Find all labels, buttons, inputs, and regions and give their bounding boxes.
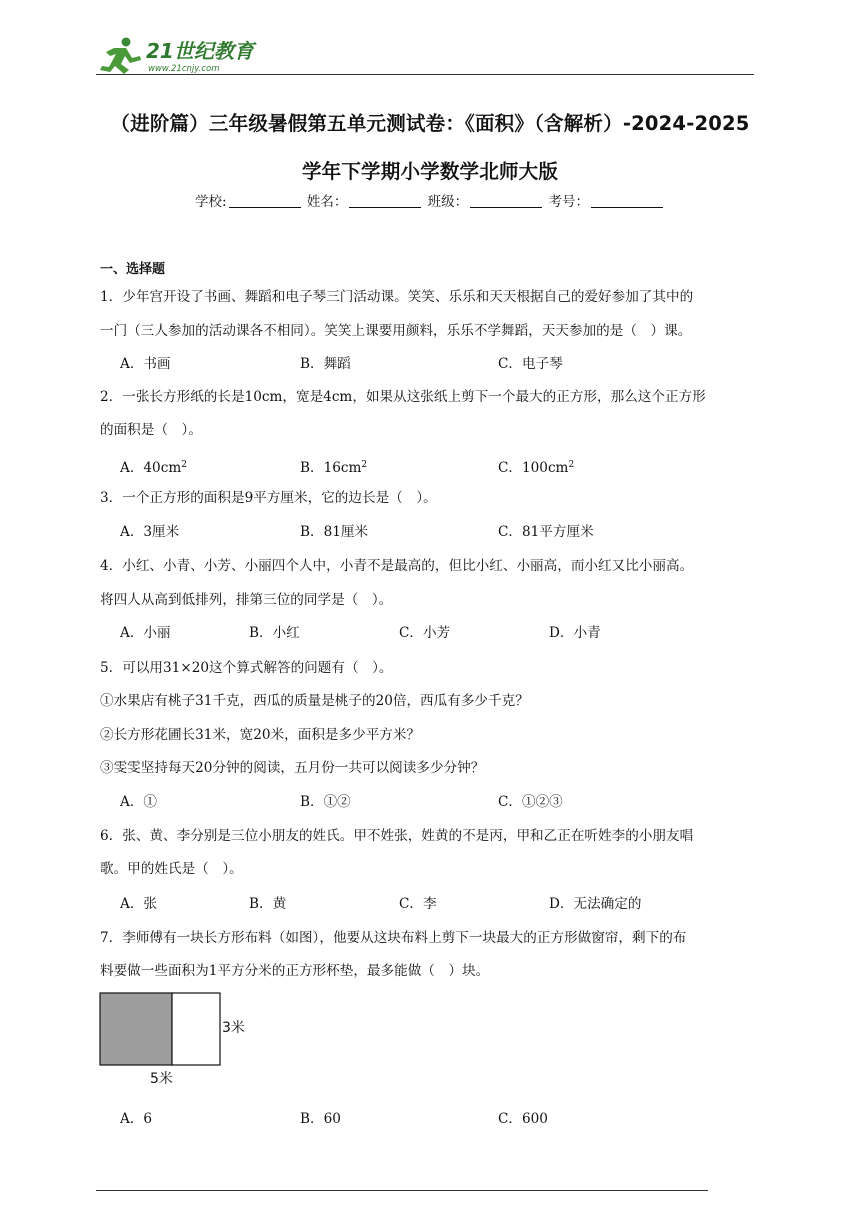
student-info-line [0,190,860,210]
q2-option-c[interactable]: C．$100cm^2$ [498,460,575,476]
q2-option-b[interactable]: B．$16cm^2$ [300,460,368,476]
square-cut-region [100,993,172,1065]
remaining-region [172,993,220,1065]
question-1-line-1: 1．少年宫开设了书画、舞蹈和电子琴三门活动课。笑笑、乐乐和天天根据自己的爱好参加了其中的 [100,289,694,305]
q4-option-a[interactable]: A．小丽 [120,625,171,641]
question-5-line-4: ③雯雯坚持每天20分钟的阅读，五月份一共可以阅读多少分钟？ [100,760,485,776]
question-1-line-2: 一门（三人参加的活动课各不相同）。笑笑上课要用颜料，乐乐不学舞蹈，天天参加的是（ ）课。 [100,323,692,339]
runner-icon [100,38,141,75]
header-rule [96,74,754,75]
width-label: 5米 [150,1071,173,1087]
fabric-rectangle-figure [90,985,260,1095]
q5-option-c[interactable]: C．①②③ [498,794,563,810]
q6-option-c[interactable]: C．李 [399,896,437,912]
doc-title-line2: 学年下学期小学数学北师大版 [301,160,559,183]
q4-option-c[interactable]: C．小芳 [399,625,451,641]
school-label: 学校: [195,194,227,210]
section-heading: 一、选择题 [100,262,166,277]
q3-option-b[interactable]: B．81厘米 [300,524,369,540]
q1-option-c[interactable]: C．电子琴 [498,356,563,372]
logo-text: 21世纪教育 [146,39,254,63]
q7-option-c[interactable]: C．600 [498,1111,548,1127]
question-2-line-1: 2．一张长方形纸的长是10cm，宽是4cm，如果从这张纸上剪下一个最大的正方形，那么这个正方形 [100,389,706,405]
q5-option-a[interactable]: A．① [120,794,158,810]
q3-option-a[interactable]: A．3厘米 [120,524,180,540]
question-4-line-1: 4．小红、小青、小芳、小丽四个人中，小青不是最高的，但比小红、小丽高，而小红又比小丽高。 [100,558,694,574]
question-2-line-2: 的面积是（ ）。 [100,422,202,438]
q4-option-b[interactable]: B．小红 [249,625,300,641]
question-6-line-1: 6．张、黄、李分别是三位小朋友的姓氏。甲不姓张，姓黄的不是丙，甲和乙正在听姓李的小朋友唱 [100,828,694,844]
q6-option-b[interactable]: B．黄 [249,896,287,912]
question-7-line-2: 料要做一些面积为1平方分米的正方形杯垫，最多能做（ ）块。 [100,963,490,979]
q6-option-a[interactable]: A．张 [120,896,158,912]
q3-option-c[interactable]: C．81平方厘米 [498,524,594,540]
name-blank[interactable] [349,194,421,208]
class-blank[interactable] [470,194,542,208]
q1-option-b[interactable]: B．舞蹈 [300,356,351,372]
question-4-line-2: 将四人从高到低排列，排第三位的同学是（ ）。 [100,592,393,608]
q2-option-a[interactable]: A．$40cm^2$ [120,460,187,476]
class-label: 班级： [427,194,469,210]
height-label: 3米 [222,1020,245,1036]
doc-title-line1: （进阶篇）三年级暑假第五单元测试卷：《面积》（含解析）-2024-2025 [110,112,750,135]
question-5-line-1: 5．可以用31×20这个算式解答的问题有（ ）。 [100,660,393,676]
q7-option-a[interactable]: A．6 [120,1111,153,1127]
school-blank[interactable] [229,194,301,208]
question-3-line-1: 3．一个正方形的面积是9平方厘米，它的边长是（ ）。 [100,490,437,506]
q4-option-d[interactable]: D．小青 [549,625,601,641]
q6-option-d[interactable]: D．无法确定的 [549,896,642,912]
exam-no-blank[interactable] [591,194,663,208]
exam-no-label: 考号： [548,194,589,210]
q1-option-a[interactable]: A．书画 [120,356,171,372]
question-5-line-2: ①水果店有桃子31千克，西瓜的质量是桃子的20倍，西瓜有多少千克？ [100,693,529,709]
footer-rule [96,1190,708,1191]
question-6-line-2: 歌。甲的姓氏是（ ）。 [100,861,243,877]
q7-option-b[interactable]: B．60 [300,1111,341,1127]
question-5-line-3: ②长方形花圃长31米，宽20米，面积是多少平方米？ [100,727,421,743]
q5-option-b[interactable]: B．①② [300,794,351,810]
logo-url: www.21cnjy.com [148,64,220,74]
name-label: 姓名： [306,194,348,210]
question-7-line-1: 7．李师傅有一块长方形布料（如图），他要从这块布料上剪下一块最大的正方形做窗帘，剩下的布 [100,930,687,946]
